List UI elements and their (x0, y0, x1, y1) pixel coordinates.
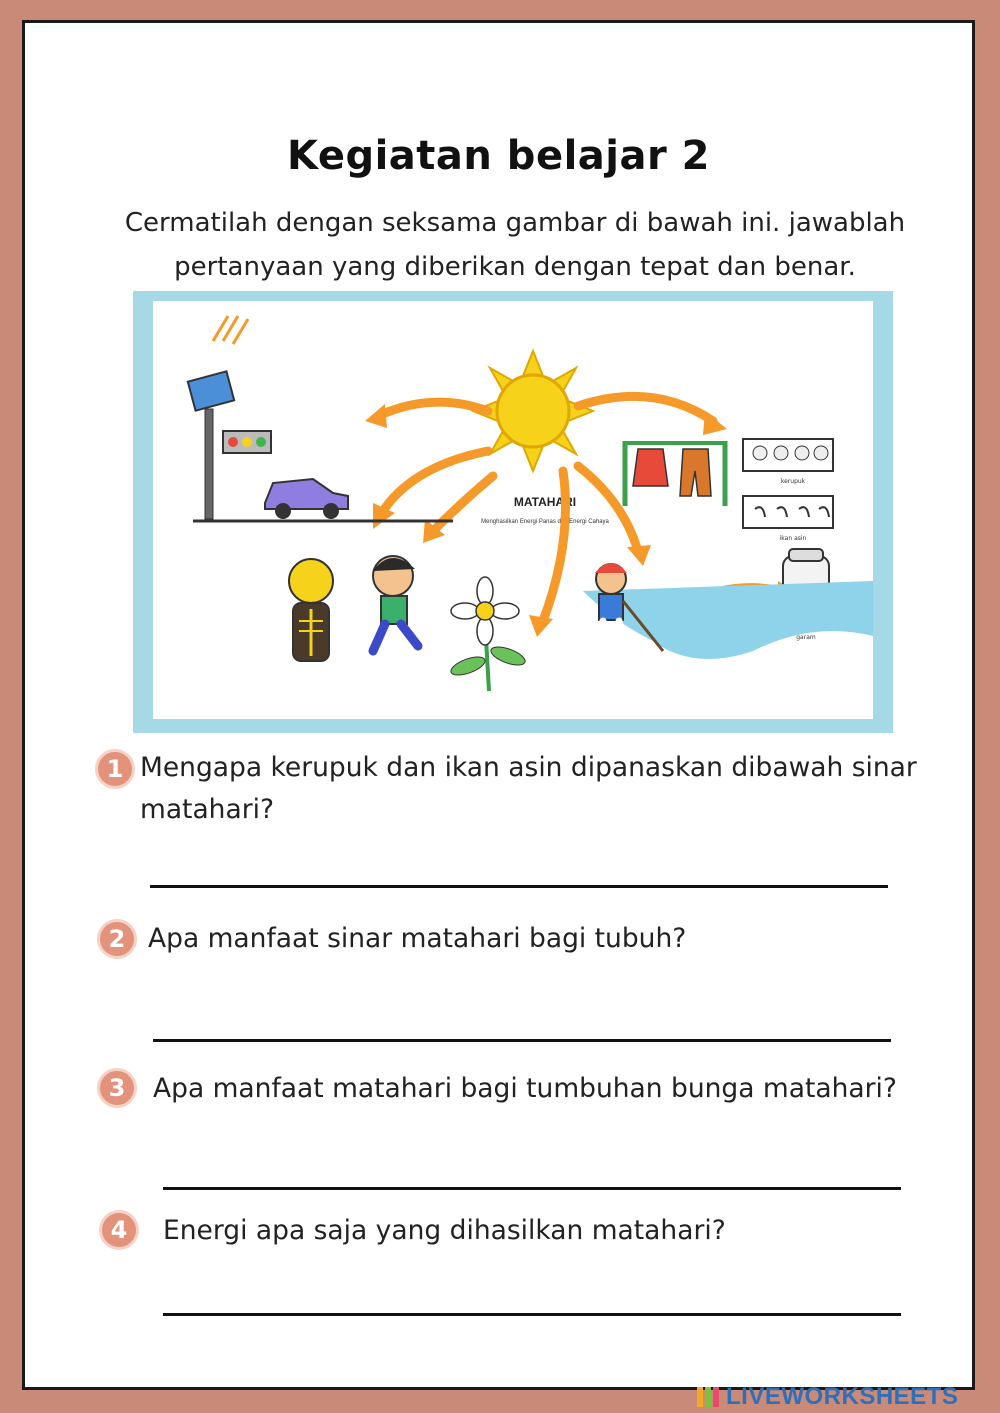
answer-line-1[interactable] (150, 885, 888, 888)
matahari-label: MATAHARI (513, 495, 577, 509)
question-2-text: Apa manfaat sinar matahari bagi tubuh? (148, 923, 687, 954)
question-3-text: Apa manfaat matahari bagi tumbuhan bunga matahari? (153, 1073, 897, 1104)
question-1-badge: 1 (95, 749, 135, 789)
question-2-badge: 2 (97, 919, 137, 959)
question-4-badge: 4 (99, 1210, 139, 1250)
instruction-text: Cermatilah dengan seksama gambar di bawah ini. jawablah pertanyaan yang diberikan dengan tepat dan benar. (124, 208, 906, 282)
svg-text:ikan asin: ikan asin (779, 535, 807, 542)
answer-line-3[interactable] (163, 1187, 901, 1190)
question-4-text: Energi apa saja yang dihasilkan matahari? (163, 1215, 726, 1246)
svg-text:kerupuk: kerupuk (780, 478, 806, 485)
worksheet-page (22, 20, 975, 1390)
traffic-light-icon (223, 431, 271, 453)
page-title: Kegiatan belajar 2 (287, 133, 710, 179)
question-1-text: Mengapa kerupuk dan ikan asin dipanaskan dibawah sinar matahari? (140, 752, 917, 825)
liveworksheets-brand[interactable] (696, 1382, 958, 1412)
xray-child-icon (289, 559, 333, 661)
answer-line-4[interactable] (163, 1313, 901, 1316)
brand-text: LIVEWORKSHEETS (726, 1383, 959, 1410)
svg-text:garam: garam (796, 634, 816, 641)
matahari-sublabel: Menghasilkan Energi Panas dan Energi Cahaya (481, 519, 609, 525)
sun-energy-illustration (133, 291, 893, 733)
question-3-badge: 3 (97, 1068, 137, 1108)
answer-line-2[interactable] (153, 1039, 891, 1042)
liveworksheets-logo-icon (696, 1385, 722, 1409)
illustration-drawing (133, 291, 893, 733)
